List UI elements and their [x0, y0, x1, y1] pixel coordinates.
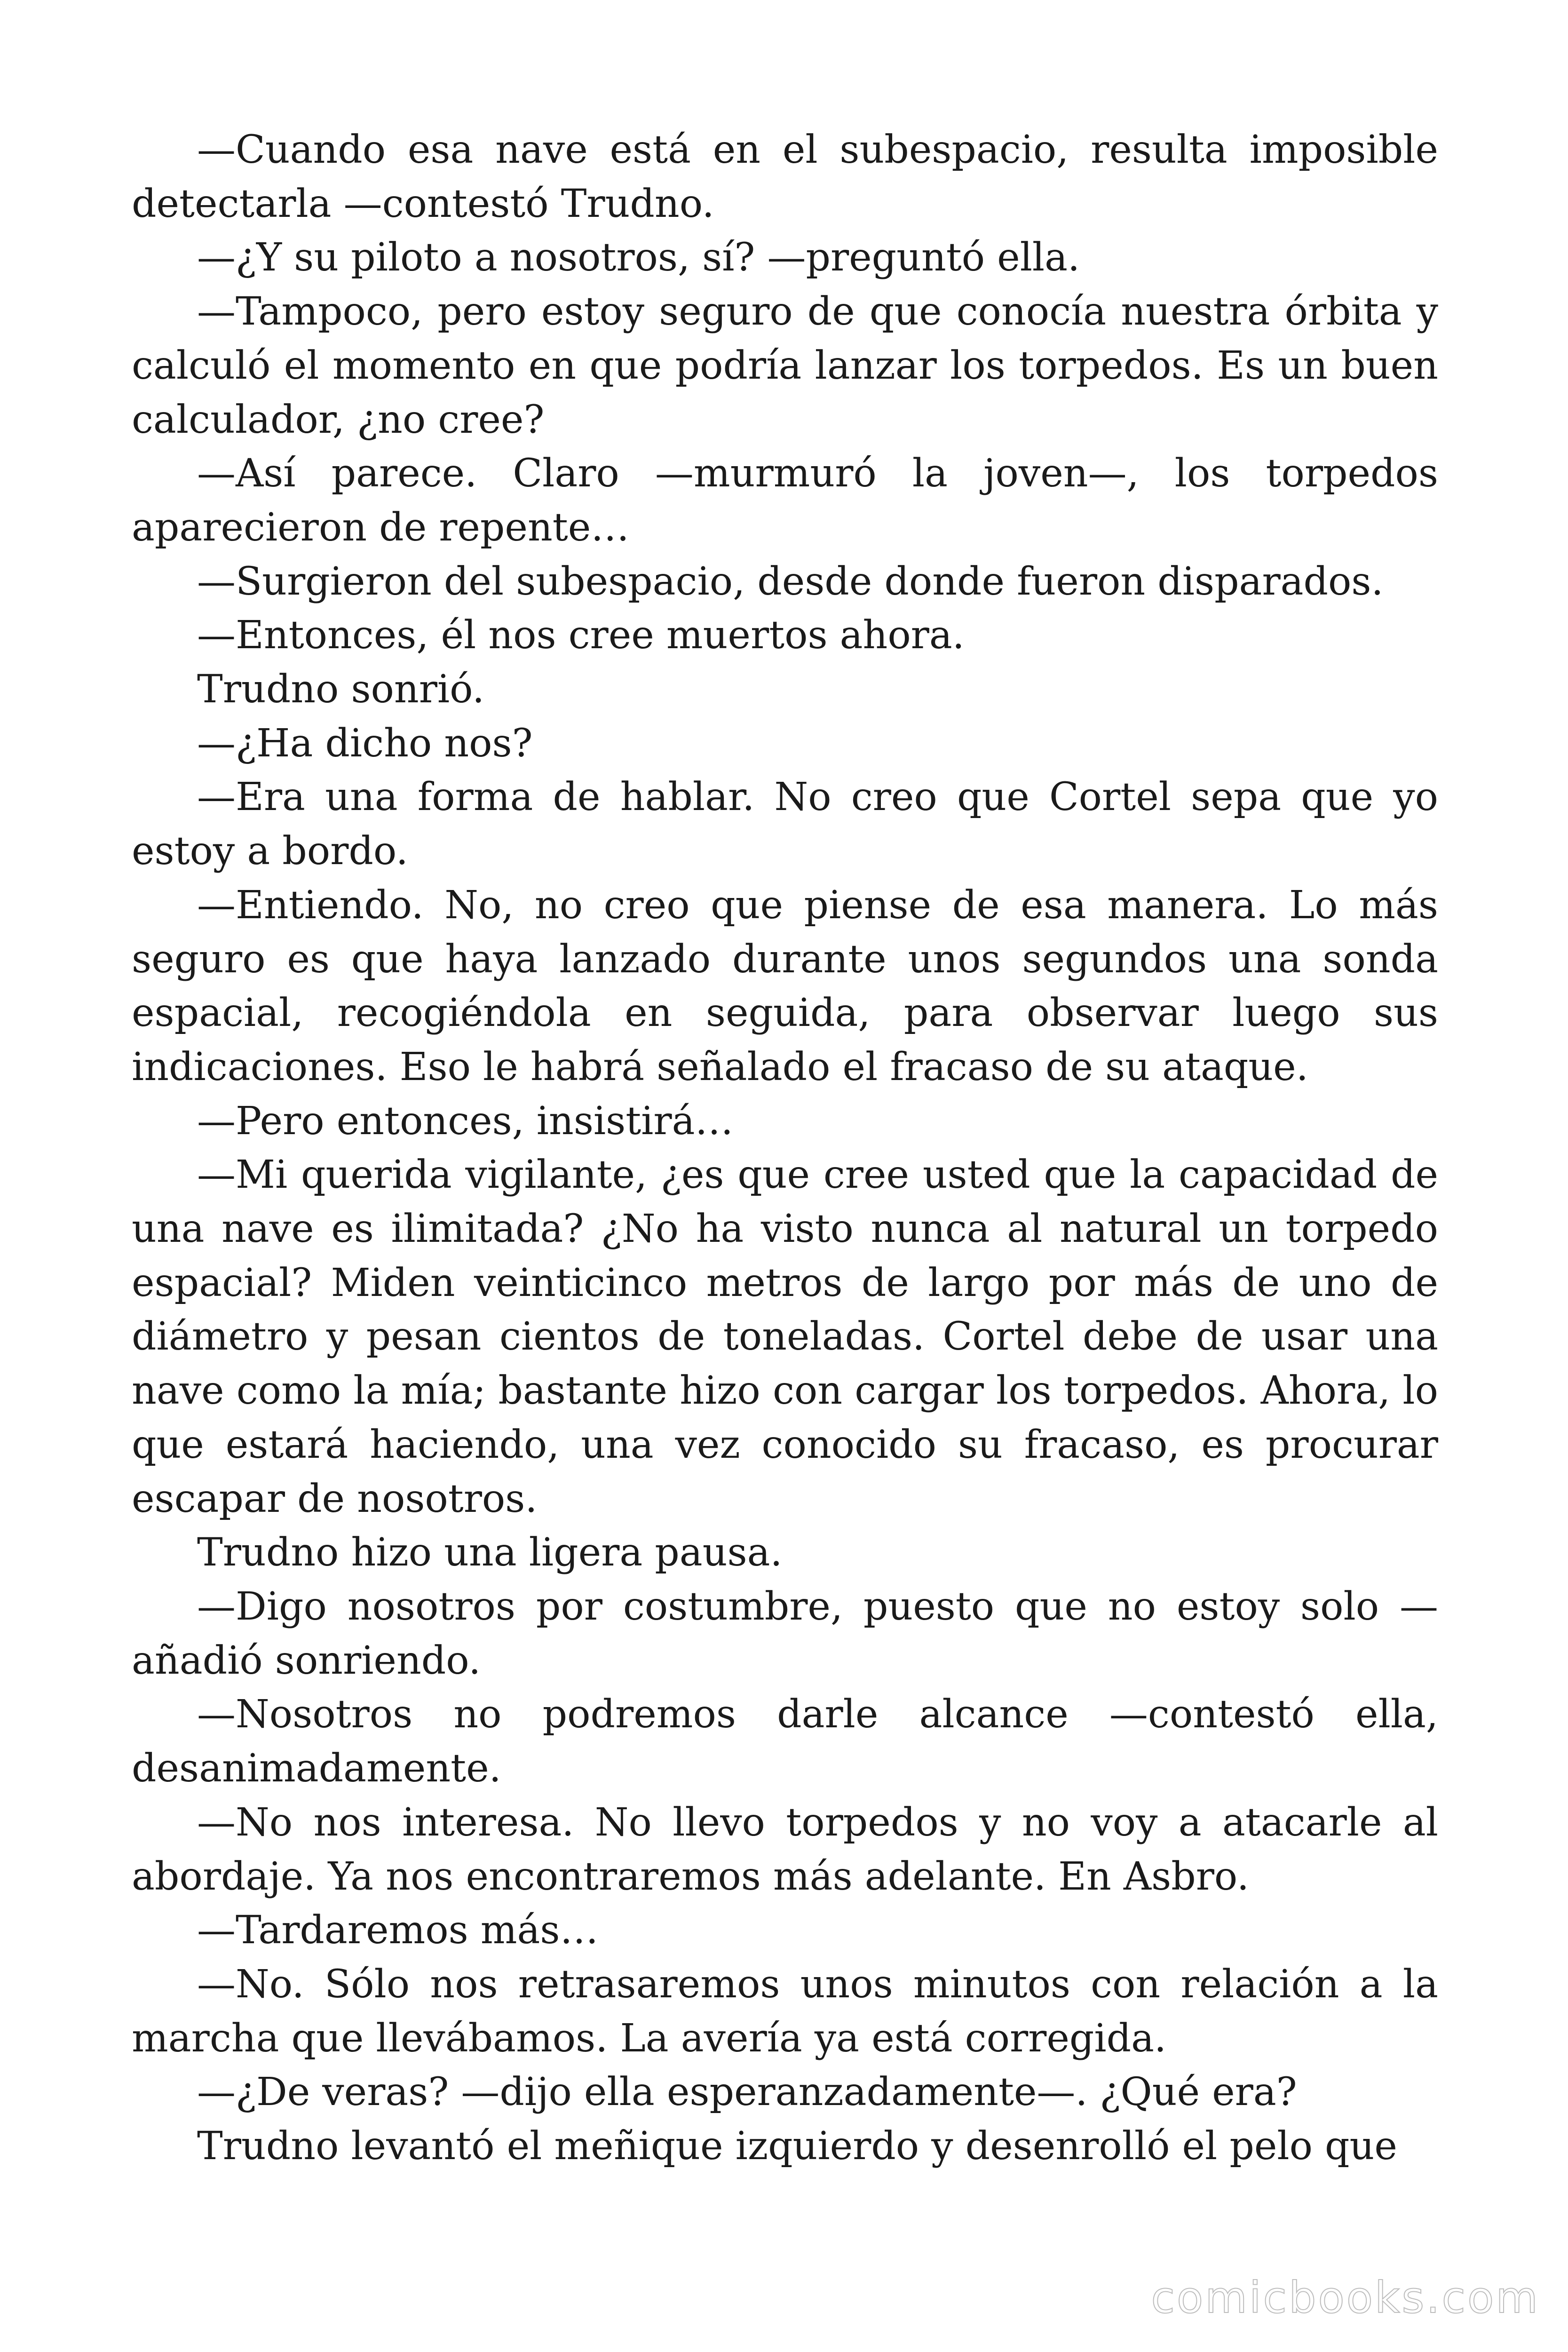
- page-body: [132, 123, 1438, 2174]
- paragraph: —Mi querida vigilante, ¿es que cree usted que la capacidad de una nave es ilimitada? ¿No ha visto nunca al natural un torpedo espacial? Miden veinticinco metros de largo por más de uno de diámetro y pesan cientos de toneladas. Cortel debe de usar una nave como la mía; bastante hizo con cargar los torpedos. Ahora, lo que estará haciendo, una vez conocido su fracaso, es procurar escapar de nosotros.: [132, 1152, 1438, 1521]
- paragraph: Trudno sonrió.: [197, 667, 485, 712]
- paragraph: —No nos interesa. No llevo torpedos y no voy a atacarle al abordaje. Ya nos encontraremos más adelante. En Asbro.: [132, 1800, 1438, 1899]
- paragraph: —Pero entonces, insistirá…: [197, 1098, 734, 1144]
- paragraph: Trudno levantó el meñique izquierdo y desenrolló el pelo que: [197, 2124, 1397, 2169]
- paragraph: —Tardaremos más…: [197, 1908, 599, 1953]
- paragraph: —Digo nosotros por costumbre, puesto que no estoy solo —añadió sonriendo.: [132, 1584, 1438, 1683]
- paragraph: —Tampoco, pero estoy seguro de que conocía nuestra órbita y calculó el momento en que podría lanzar los torpedos. Es un buen calculador, ¿no cree?: [132, 289, 1438, 442]
- paragraph: —Era una forma de hablar. No creo que Cortel sepa que yo estoy a bordo.: [132, 775, 1438, 874]
- paragraph: —¿Ha dicho nos?: [197, 721, 533, 766]
- paragraph: —Nosotros no podremos darle alcance —contestó ella, desanimadamente.: [132, 1692, 1438, 1791]
- paragraph: —Entonces, él nos cree muertos ahora.: [197, 613, 965, 658]
- site-watermark: comicbooks.com: [1151, 2273, 1540, 2323]
- paragraph: —Cuando esa nave está en el subespacio, resulta imposible detectarla —contestó Trudno.: [132, 127, 1438, 226]
- paragraph: —Entiendo. No, no creo que piense de esa manera. Lo más seguro es que haya lanzado durante unos segundos una sonda espacial, recogiéndola en seguida, para observar luego sus indicaciones. Eso le habrá señalado el fracaso de su ataque.: [132, 882, 1438, 1089]
- paragraph: —Así parece. Claro —murmuró la joven—, los torpedos aparecieron de repente…: [132, 451, 1438, 550]
- paragraph: —¿De veras? —dijo ella esperanzadamente—. ¿Qué era?: [197, 2070, 1297, 2115]
- paragraph: —Surgieron del subespacio, desde donde fueron disparados.: [197, 559, 1384, 604]
- paragraph: —¿Y su piloto a nosotros, sí? —preguntó ella.: [197, 235, 1080, 280]
- paragraph: —No. Sólo nos retrasaremos unos minutos con relación a la marcha que llevábamos. La avería ya está corregida.: [132, 1962, 1438, 2061]
- paragraph: Trudno hizo una ligera pausa.: [197, 1530, 783, 1575]
